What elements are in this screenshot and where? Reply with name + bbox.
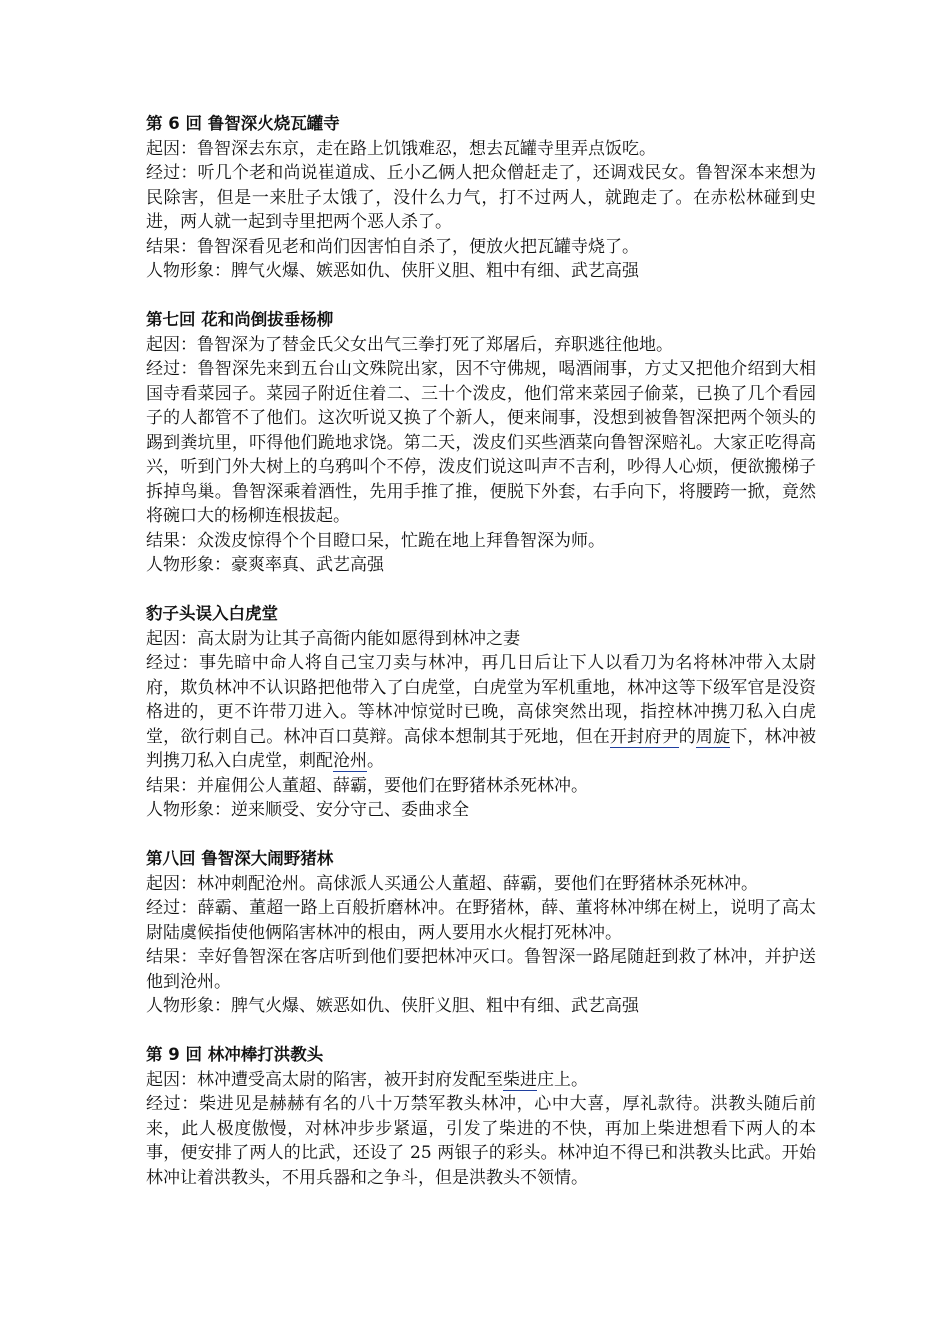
cause-text-part: 起因：林冲遭受高太尉的陷害，被开封府发配至 (146, 1069, 503, 1090)
section-title: 第 9 回 林冲棒打洪教头 (146, 1045, 324, 1064)
result-text: 结果：并雇佣公人董超、薛霸，要他们在野猪林杀死林冲。 (146, 775, 588, 796)
result-text: 结果：幸好鲁智深在客店听到他们要把林冲灭口。鲁智深一路尾随赶到救了林冲，并护送他到沧州。 (146, 947, 816, 992)
link-kaifeng-prefect[interactable]: 开封府尹 (609, 726, 679, 747)
section-title: 第八回 鲁智深大闹野猪林 (146, 849, 334, 868)
process-text (146, 651, 816, 774)
process-text-part: 下，林冲被判携刀私入白虎堂，刺配 (146, 726, 817, 771)
character-text: 人物形象：逆来顺受、安分守己、委曲求全 (146, 800, 469, 820)
link-cangzhou[interactable]: 沧州 (333, 751, 367, 771)
character-text: 人物形象：脾气火爆、嫉恶如仇、侠肝义胆、粗中有细、武艺高强 (146, 261, 639, 281)
result-text: 结果：众泼皮惊得个个目瞪口呆，忙跪在地上拜鲁智深为师。 (146, 530, 605, 551)
section-title: 豹子头误入白虎堂 (146, 604, 278, 623)
section-chapter-6 (146, 112, 816, 284)
section-chapter-7 (146, 308, 816, 578)
process-text: 经过：听几个老和尚说崔道成、丘小乙俩人把众僧赶走了，还调戏民女。鲁智深本来想为民除害，但是一来肚子太饿了，没什么力气，打不过两人，就跑走了。在赤松林碰到史进，两人就一起到寺里把两个恶人杀了。 (146, 163, 816, 232)
link-chaijin[interactable]: 柴进 (503, 1069, 537, 1090)
cause-text (146, 1068, 816, 1093)
process-text: 经过：薛霸、董超一路上百般折磨林冲。在野猪林，薛、董将林冲绑在树上，说明了高太尉陆虞候指使他俩陷害林冲的根由，两人要用水火棍打死林冲。 (146, 898, 816, 943)
process-text: 经过：鲁智深先来到五台山文殊院出家，因不守佛规，喝酒闹事，方丈又把他介绍到大相国寺看菜园子。菜园子附近住着二、三十个泼皮，他们常来菜园子偷菜，已换了几个看园子的人都管不了他们。这次听说又换了个新人，便来闹事，没想到被鲁智深把两个领头的踢到粪坑里，吓得他们跪地求饶。第二天，泼皮们买些酒菜向鲁智深赔礼。大家正吃得高兴，听到门外大树上的乌鸦叫个不停，泼皮们说这叫声不吉利，吵得人心烦，便欲搬梯子拆掉鸟巢。鲁智深乘着酒性，先用手推了推，便脱下外套，右手向下，将腰跨一掀，竟然将碗口大的杨柳连根拔起。 (146, 359, 816, 526)
character-text: 人物形象：脾气火爆、嫉恶如仇、侠肝义胆、粗中有细、武艺高强 (146, 996, 639, 1016)
cause-text: 起因：鲁智深去东京，走在路上饥饿难忍，想去瓦罐寺里弄点饭吃。 (146, 138, 656, 159)
process-text-part: 。 (367, 751, 384, 771)
cause-text: 起因：鲁智深为了替金氏父女出气三拳打死了郑屠后，弃职逃往他地。 (146, 334, 673, 355)
process-text-part: 经过：事先暗中命人将自己宝刀卖与林冲，再几日后让下人以看刀为名将林冲带入太尉府，欺负林冲不认识路把他带入了白虎堂，白虎堂为军机重地，林冲这等下级军官是没资格进的，更不许带刀进入。等林冲惊觉时已晚，高俅突然出现，指控林冲携刀私入白虎堂，欲行刺自己。林冲百口莫辩。高俅本想制其于死地，但在 (146, 653, 816, 747)
section-title: 第 6 回 鲁智深火烧瓦罐寺 (146, 114, 340, 133)
process-text-part: 的 (678, 726, 696, 747)
section-title: 第七回 花和尚倒拔垂杨柳 (146, 310, 334, 329)
link-zhouxuan[interactable]: 周旋 (695, 726, 731, 747)
cause-text: 起因：林冲刺配沧州。高俅派人买通公人董超、薛霸，要他们在野猪林杀死林冲。 (146, 873, 758, 894)
section-chapter-9 (146, 1043, 816, 1190)
process-text: 经过：柴进见是赫赫有名的八十万禁军教头林冲，心中大喜，厚礼款待。洪教头随后前来，此人极度傲慢，对林冲步步紧逼，引发了柴进的不快，再加上柴进想看下两人的本事，便安排了两人的比武，还设了 25 两银子的彩头。林冲迫不得已和洪教头比武。开始林冲让着洪教头，不用兵器和之争斗，但是洪教头不领情。 (146, 1094, 816, 1188)
result-text: 结果：鲁智深看见老和尚们因害怕自杀了，便放火把瓦罐寺烧了。 (146, 236, 639, 257)
section-chapter-8 (146, 847, 816, 1019)
cause-text: 起因：高太尉为让其子高衙内能如愿得到林冲之妻 (146, 628, 520, 649)
document-page (146, 112, 816, 1215)
character-text: 人物形象：豪爽率真、武艺高强 (146, 555, 384, 575)
section-white-tiger-hall (146, 602, 816, 823)
cause-text-part: 庄上。 (537, 1069, 588, 1090)
